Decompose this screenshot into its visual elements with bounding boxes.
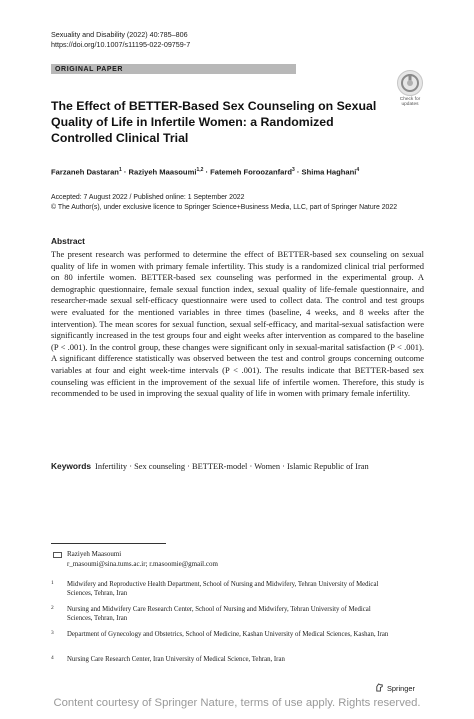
publisher-name: Springer (387, 684, 415, 693)
keywords-section (51, 461, 424, 473)
author-list (51, 165, 431, 178)
article-type-label: ORIGINAL PAPER (55, 66, 124, 73)
author-name: Farzaneh Dastaran (51, 167, 119, 177)
springer-horse-icon (375, 683, 384, 692)
envelope-icon (53, 552, 62, 558)
affiliation-text: Nursing and Midwifery Care Research Center, School of Nursing and Midwifery, Tehran University of Medical Sciences, Tehran, Iran (67, 606, 371, 622)
author-name: Fatemeh Foroozanfard (210, 167, 292, 177)
author-affil-ref: 1,2 (196, 167, 204, 173)
publication-dates (51, 193, 451, 212)
author-name: Shima Haghani (301, 167, 357, 177)
affiliation-number: 3 (51, 630, 54, 636)
abstract-text: The present research was performed to determine the effect of BETTER-based sex counseling on sexual quality of life in women with primary female infertility. This study is a randomized clinical trial performed on 80 infertile women. BETTER-based sex counseling was performed in the experimental group. A demographic questionnaire, female sexual function index, sexual quality of life-female questionnaire, and researcher-made sexual self-efficacy questionnaire were used to collect data. The control and test groups were evaluated for the mentioned variables in three times (baseline, 4 weeks, and 8 weeks after the intervention). The mean scores for sexual function, sexual self-efficacy, and marital-sexual satisfaction were significantly increased in the test groups four and eight weeks after intervention as compared to the baseline (P < .001). In the control group, these changes were significant only in sexual-marital satisfaction (P < .001). A significant difference statistically was observed between the test and control groups concerning outcome variables at four and eight week-time intervals (P < .001). The results indicate that BETTER-based sex counseling was efficient in the improvement of the sexual life of infertile women. Therefore, this study is recommended to be used in improving the sexual quality of life in women with primary female infertility. (51, 249, 424, 399)
publisher-logo (375, 683, 415, 694)
check-updates-icon (397, 70, 423, 96)
author-name: Raziyeh Maasoumi (128, 167, 197, 177)
corresponding-author-name: Raziyeh Maasoumi (67, 550, 122, 558)
affiliation-text: Midwifery and Reproductive Health Department, School of Nursing and Midwifery, Tehran University of Medical Sciences, Tehran, Iran (67, 581, 379, 597)
abstract-heading: Abstract (51, 236, 85, 246)
author-separator: · (203, 167, 211, 177)
affiliation-number: 2 (51, 605, 54, 611)
author-separator: · (121, 167, 129, 177)
author-affil-ref: 1 (118, 167, 122, 173)
corresponding-author-email[interactable]: r_masoumi@sina.tums.ac.ir; r.masoomie@gmail.com (67, 560, 218, 568)
badge-line-2: updates (401, 102, 419, 107)
footnote-divider (51, 543, 166, 544)
keywords-label: Keywords (51, 461, 92, 471)
paper-title: The Effect of BETTER-Based Sex Counseling on Sexual Quality of Life in Infertile Women: a Randomized Controlled Clinical Trial (51, 99, 377, 145)
keywords-list: Infertility · Sex counseling · BETTER-model · Women · Islamic Republic of Iran (95, 462, 369, 471)
affiliation-number: 4 (51, 655, 54, 661)
affiliation-text: Department of Gynecology and Obstetrics, School of Medicine, Kashan University of Medical Sciences, Kashan, Iran (67, 631, 389, 638)
journal-volume: Sexuality and Disability (2022) 40:785–806 (51, 30, 188, 39)
check-for-updates-badge[interactable] (395, 70, 425, 110)
affiliation-text: Nursing Care Research Center, Iran University of Medical Science, Tehran, Iran (67, 656, 285, 663)
journal-citation (51, 30, 190, 50)
author-separator: · (294, 167, 302, 177)
dates-line: Accepted: 7 August 2022 / Published online: 1 September 2022 (51, 194, 245, 201)
badge-line-1: Check for (399, 97, 421, 102)
doi-link[interactable]: https://doi.org/10.1007/s11195-022-09759-7 (51, 40, 191, 49)
copyright-line: © The Author(s), under exclusive licence to Springer Science+Business Media, LLC, part of Springer Nature 2022 (51, 203, 398, 211)
author-affil-ref: 3 (292, 167, 295, 173)
affiliation-number: 1 (51, 580, 54, 586)
author-affil-ref: 4 (356, 167, 360, 173)
courtesy-footer: Content courtesy of Springer Nature, terms of use apply. Rights reserved. (53, 697, 421, 709)
